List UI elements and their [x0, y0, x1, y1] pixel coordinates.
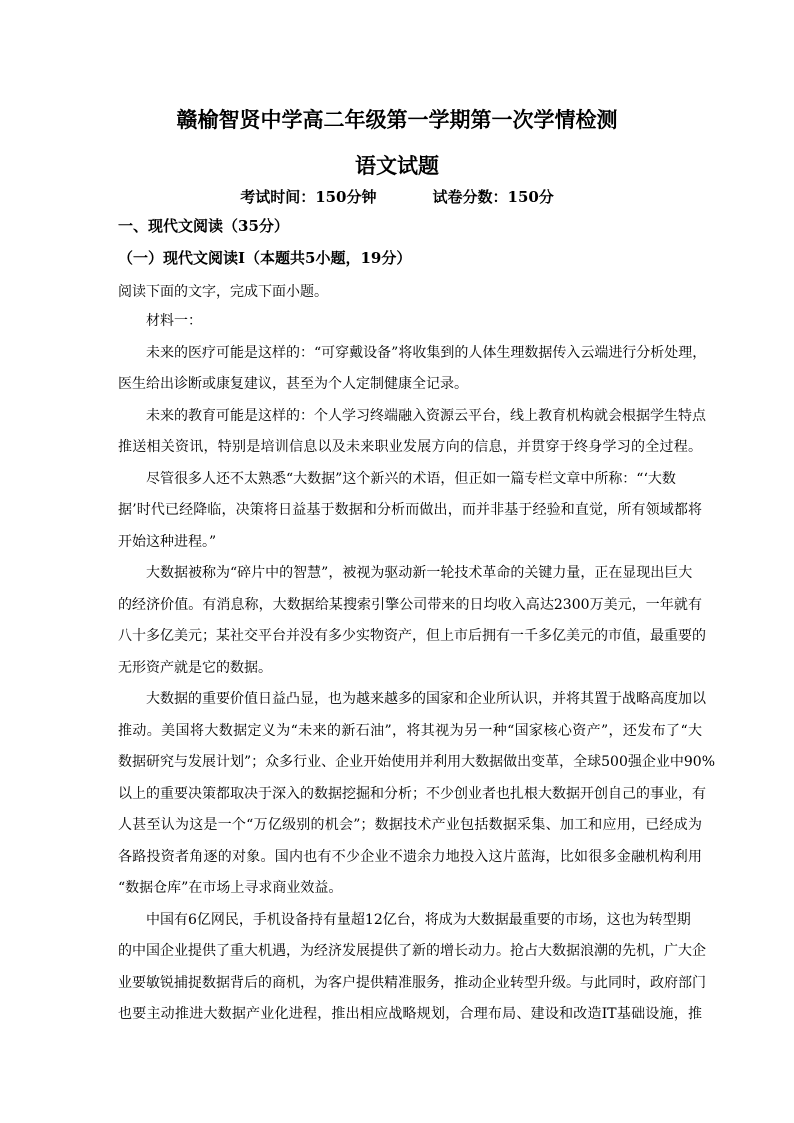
- passage-line: 推送相关资讯，特别是培训信息以及未来职业发展方向的信息，并贯穿于终身学习的全过程。: [118, 439, 702, 455]
- passage-line: 推动。美国将大数据定义为“未来的新石油”，将其视为另一种“国家核心资产”，还发布了“大: [118, 723, 702, 739]
- passage-line: 的经济价值。有消息称，大数据给某搜索引擎公司带来的日均收入高达2300万美元，一年就有: [118, 597, 702, 613]
- passage-line: 无形资产就是它的数据。: [118, 660, 272, 676]
- passage-line: 数据研究与发展计划”；众多行业、企业开始使用并利用大数据做出变革，全球500强企业中90%: [118, 754, 715, 770]
- passage-line: 尽管很多人还不太熟悉“大数据”这个新兴的术语，但正如一篇专栏文章中所称：“‘大数: [146, 471, 676, 487]
- passage-line: 大数据的重要价值日益凸显，也为越来越多的国家和企业所认识，并将其置于战略高度加以: [146, 691, 706, 707]
- passage-line: 开始这种进程。”: [118, 534, 217, 550]
- passage-line: 人甚至认为这是一个“万亿级别的机会”；数据技术产业包括数据采集、加工和应用，已经成为: [118, 817, 702, 833]
- passage-line: 中国有6亿网民，手机设备持有量超12亿台，将成为大数据最重要的市场，这也为转型期: [146, 912, 691, 928]
- passage-line: 以上的重要决策都取决于深入的数据挖掘和分析；不少创业者也扎根大数据开创自己的事业，有: [118, 786, 706, 802]
- passage-line: 八十多亿美元；某社交平台并没有多少实物资产，但上市后拥有一千多亿美元的市值，最重要的: [118, 628, 706, 644]
- exam-time: 考试时间：150分钟: [240, 188, 377, 206]
- passage-line: 未来的教育可能是这样的：个人学习终端融入资源云平台，线上教育机构就会根据学生特点: [146, 408, 706, 424]
- passage-line: 各路投资者角逐的对象。国内也有不少企业不遗余力地投入这片蓝海，比如很多金融机构利用: [118, 849, 702, 865]
- passage-line: 业要敏锐捕捉数据背后的商机，为客户提供精准服务，推动企业转型升级。与此同时，政府部门: [118, 975, 706, 991]
- passage-line: 也要主动推进大数据产业化进程，推出相应战略规划，合理布局、建设和改造IT基础设施，推: [118, 1006, 702, 1022]
- exam-meta: [0, 186, 794, 207]
- exam-title: 赣榆智贤中学高二年级第一学期第一次学情检测: [176, 107, 618, 132]
- exam-score: 试卷分数：150分: [432, 188, 554, 206]
- passage-line: 未来的医疗可能是这样的：“可穿戴设备”将收集到的人体生理数据传入云端进行分析处理，: [146, 345, 707, 361]
- passage-line: 的中国企业提供了重大机遇，为经济发展提供了新的增长动力。抢占大数据浪潮的先机，广大企: [118, 943, 706, 959]
- exam-subtitle: 语文试题: [355, 153, 439, 178]
- passage-line: “数据仓库”在市场上寻求商业效益。: [118, 880, 343, 896]
- section-subheading: （一）现代文阅读Ⅰ（本题共5小题，19分）: [118, 249, 412, 267]
- passage-line: 材料一：: [146, 313, 202, 329]
- passage-line: 大数据被称为“碎片中的智慧”，被视为驱动新一轮技术革命的关键力量，正在显现出巨大: [146, 565, 693, 581]
- reading-instruction: 阅读下面的文字，完成下面小题。: [118, 284, 328, 300]
- section-heading: 一、现代文阅读（35分）: [118, 217, 289, 235]
- passage-line: 据’时代已经降临，决策将日益基于数据和分析而做出，而并非基于经验和直觉，所有领域都将: [118, 502, 702, 518]
- passage-line: 医生给出诊断或康复建议，甚至为个人定制健康全记录。: [118, 376, 468, 392]
